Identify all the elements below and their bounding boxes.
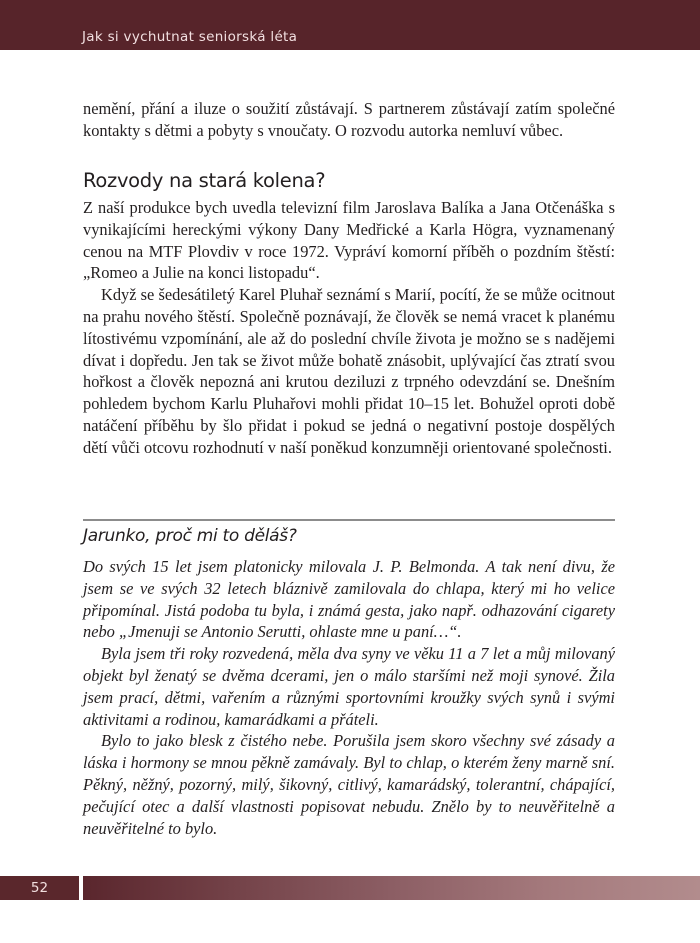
section-title-divorces: Rozvody na stará kolena? bbox=[83, 169, 326, 192]
section-title-story: Jarunko, proč mi to děláš? bbox=[83, 526, 297, 546]
section-story-body bbox=[83, 556, 615, 839]
story-paragraph: Do svých 15 let jsem platonicky milovala J. P. Belmonda. A tak není divu, že jsem se ve svých 32 letech bláznivě zamilovala do chlapa, který mi ho velice připomínal. Jistá podoba tu byla, i známá gesta, jako např. odhazování cigarety nebo „Jmenuji se Antonio Serutti, ohlaste mne u paní…“. bbox=[83, 557, 615, 642]
body-paragraph: Z naší produkce bych uvedla televizní film Jaroslava Balíka a Jana Otčenáška s vynikajícími hereckými výkony Dany Medřické a Karla Högra, vyznamenaný cenou na MTF Plovdiv v roce 1972. Vypráví komorní příběh o pozdním štěstí: „Romeo a Julie na konci listopadu“. bbox=[83, 198, 615, 283]
running-header-title: Jak si vychutnat seniorská léta bbox=[82, 29, 298, 45]
footer-gradient-bar bbox=[83, 876, 700, 900]
intro-block bbox=[83, 98, 615, 142]
story-paragraph: Bylo to jako blesk z čistého nebe. Porušila jsem skoro všechny své zásady a láska i hormony se mnou pěkně zamávaly. Byl to chlap, o kterém ženy marně sní. Pěkný, něžný, pozorný, milý, šikovný, citlivý, kamarádský, tolerantní, chápající, pečující otec a další vlastnosti popisovat nebudu. Znělo by to neuvěřitelně a neuvěřitelné to bylo. bbox=[83, 731, 615, 838]
section-divider bbox=[83, 519, 615, 521]
intro-paragraph: nemění, přání a iluze o soužití zůstávají. S partnerem zůstávají zatím společné kontakty s dětmi a pobyty s vnoučaty. O rozvodu autorka nemluví vůbec. bbox=[83, 99, 615, 140]
story-paragraph: Byla jsem tři roky rozvedená, měla dva syny ve věku 11 a 7 let a můj milovaný objekt byl ženatý se dvěma dcerami, jen o málo staršími než moji synové. Žila jsem prací, dětmi, vařením a různými sportovními kroužky svých synů i svými aktivitami a rodinou, kamarádkami a přáteli. bbox=[83, 644, 615, 729]
section-divorces-body bbox=[83, 197, 615, 459]
body-paragraph: Když se šedesátiletý Karel Pluhař seznámí s Marií, pocítí, že se může ocitnout na prahu nového štěstí. Společně poznávají, že člověk se nemá vracet k planému lítostivému vzpomínání, ale až do poslední chvíle života je možno se s nadějemi dívat i dopředu. Jen tak se život může bohatě znásobit, uplývající čas ztratí svou hořkost a člověk nepozná ani krutou deziluzi z trpného odevzdání se. Dnešním pohledem bychom Karlu Pluhařovi mohli přidat 10–15 let. Bohužel oproti době natáčení příběhu by šlo přidat i pokud se jedná o negativní postoje dospělých dětí vůči otcovu rozhodnutí v naší poněkud konzumněji orientované společnosti. bbox=[83, 285, 615, 457]
page-number: 52 bbox=[30, 880, 49, 896]
